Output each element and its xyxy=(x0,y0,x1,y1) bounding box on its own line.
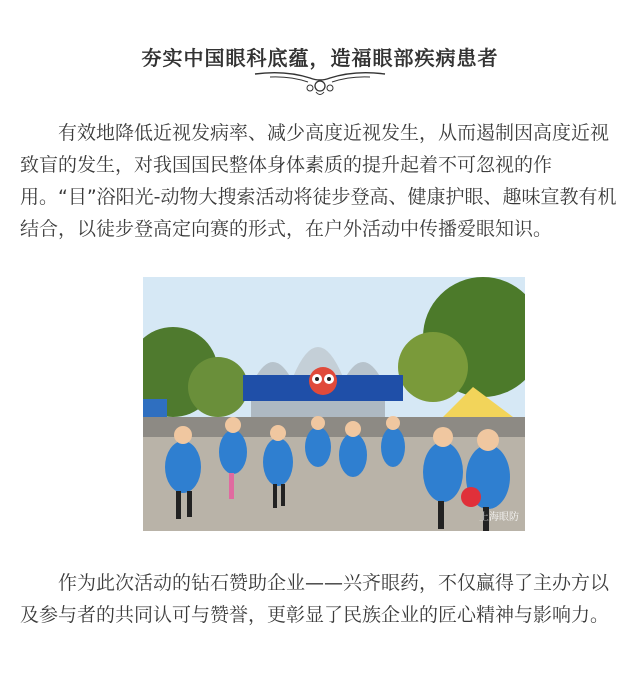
event-photo xyxy=(143,277,525,531)
decorative-flourish-icon xyxy=(250,68,390,98)
photo-watermark: 上海眼防 xyxy=(479,512,519,523)
paragraph-sponsor: 作为此次活动的钻石赞助企业——兴齐眼药，不仅赢得了主办方以及参与者的共同认可与赞誉，更彰显了民族企业的匠心精神与影响力。 xyxy=(20,572,610,626)
article-heading: 夯实中国眼科底蕴，造福眼部疾病患者 xyxy=(141,46,499,70)
paragraph-intro: 有效地降低近视发病率、减少高度近视发生，从而遏制因高度近视致盲的发生，对我国国民整体身体素质的提升起着不可忽视的作用。“目”浴阳光-动物大搜索活动将徒步登高、健康护眼、趣味宣教有机结合，以徒步登高定向赛的形式，在户外活动中传播爱眼知识。 xyxy=(20,122,617,240)
